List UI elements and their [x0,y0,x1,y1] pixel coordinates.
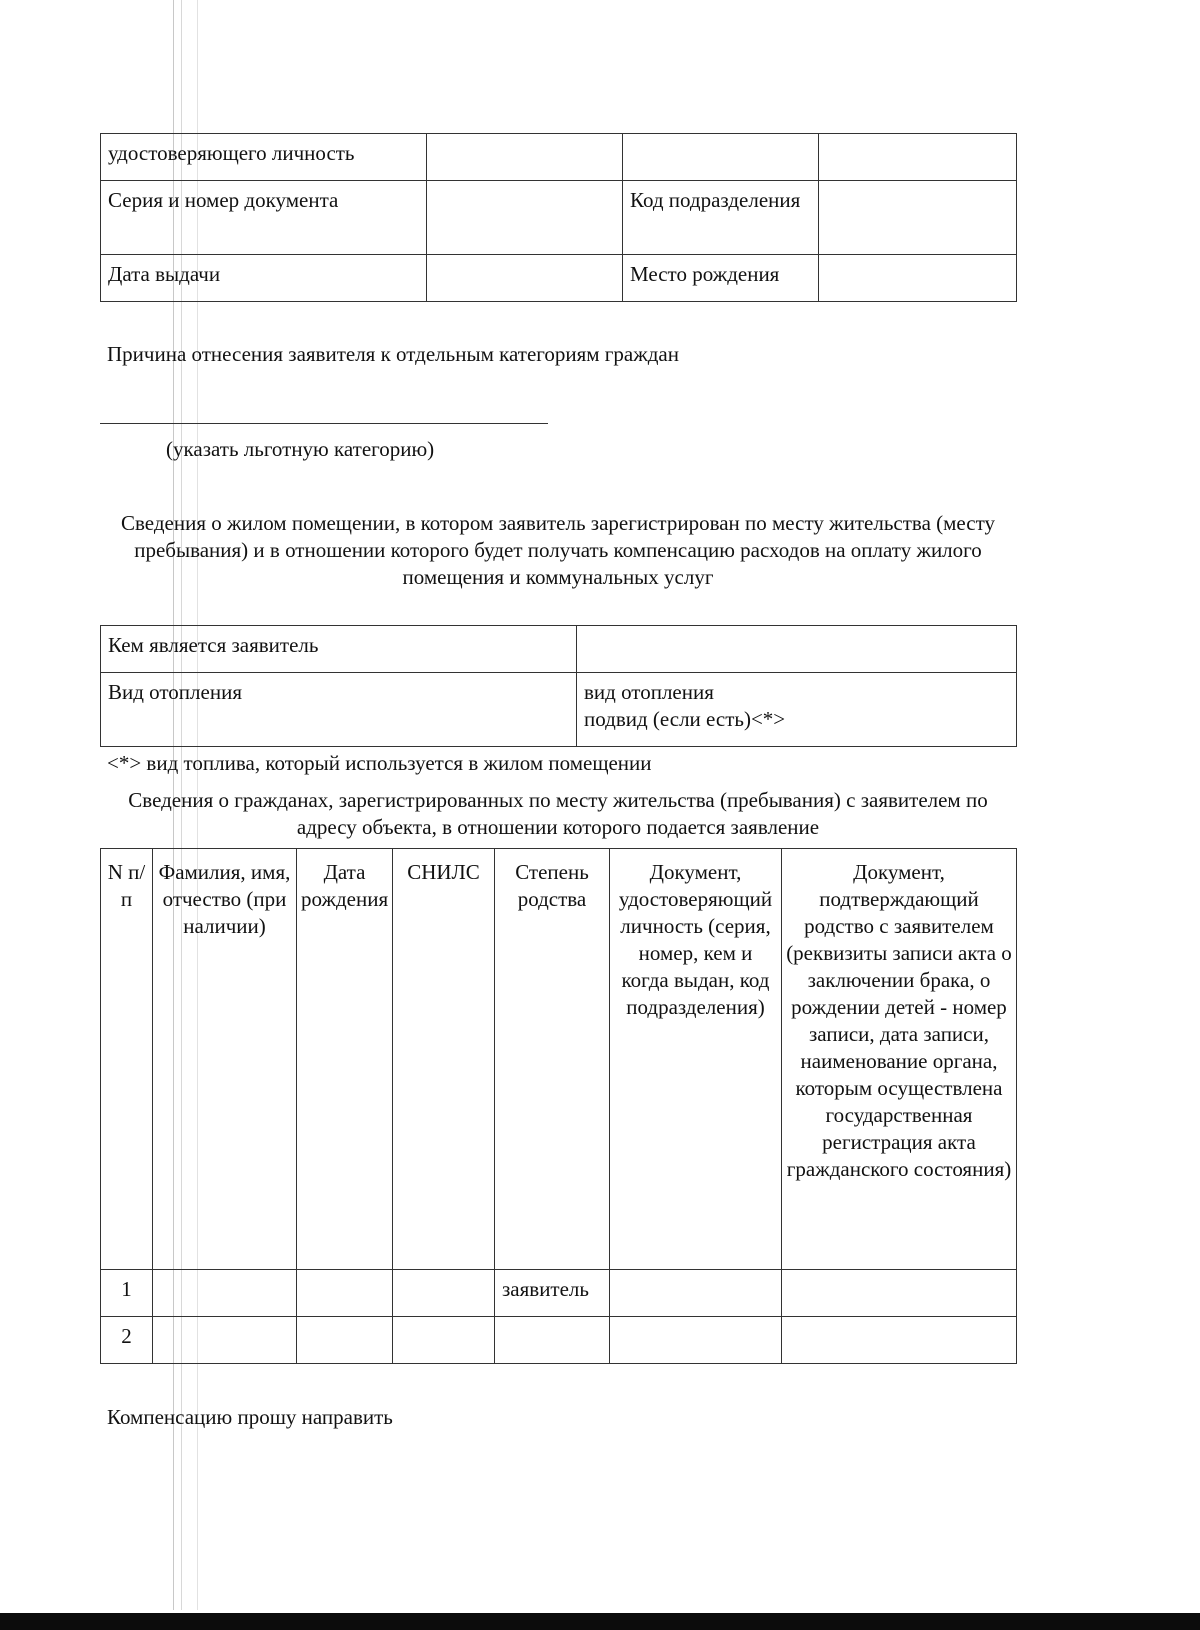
heating-type-line: вид отопления [584,680,714,704]
compensation-label: Компенсацию прошу направить [107,1405,393,1429]
citizens-heading: Сведения о гражданах, зарегистрированных по месту жительства (пребывания) с заявителем по адресу объекта, в отношении которого подается заявление [128,788,988,839]
table-row [101,255,1017,302]
applicant-role-label: Кем является заявитель [101,626,577,673]
table-cell: Дата выдачи [101,255,427,302]
table-cell [782,1270,1017,1317]
scan-bottom-edge [0,1613,1200,1630]
identity-document-table [100,133,1017,302]
table-row [101,1317,1017,1364]
housing-table [100,625,1017,747]
table-cell [623,134,819,181]
table-header-row [101,849,1017,1270]
table-cell: удостоверяющего личность [101,134,427,181]
table-cell: 2 [101,1317,153,1364]
table-cell: Серия и номер документа [101,181,427,255]
table-cell [393,1317,495,1364]
table-cell [153,1270,297,1317]
housing-heading: Сведения о жилом помещении, в котором заявитель зарегистрирован по месту жительства (месту пребывания) и в отношении которого будет получать компенсацию расходов на оплату жилого помещения и коммунальных услуг [121,511,995,589]
column-header: Степень родства [495,849,610,1270]
table-cell: Место рождения [623,255,819,302]
table-cell [297,1317,393,1364]
table-cell [819,134,1017,181]
heating-subtype-line: подвид (если есть)<*> [584,707,786,731]
column-header: Документ, удостоверяющий личность (серия, номер, кем и когда выдан, код подразделения) [610,849,782,1270]
table-cell [153,1317,297,1364]
column-header: Документ, подтверждающий родство с заявителем (реквизиты записи акта о заключении брака, о рождении детей - номер записи, дата записи, наименование органа, которым осуществлена государственная регистрация акта гражданского состояния) [782,849,1017,1270]
table-row [101,181,1017,255]
table-cell [819,255,1017,302]
table-cell [427,181,623,255]
category-label: Причина отнесения заявителя к отдельным категориям граждан [107,342,679,366]
table-cell [297,1270,393,1317]
housing-footnote: <*> вид топлива, который используется в жилом помещении [107,751,652,775]
table-cell: заявитель [495,1270,610,1317]
column-header: СНИЛС [393,849,495,1270]
table-cell [393,1270,495,1317]
column-header: Дата рождения [297,849,393,1270]
table-cell [495,1317,610,1364]
table-cell [782,1317,1017,1364]
table-row [101,1270,1017,1317]
applicant-role-value [577,626,1017,673]
column-header: Фамилия, имя, отчество (при наличии) [153,849,297,1270]
table-row [101,134,1017,181]
table-cell [610,1317,782,1364]
citizens-table [100,848,1017,1364]
table-cell [819,181,1017,255]
category-hint: (указать льготную категорию) [166,437,435,461]
table-cell [427,134,623,181]
column-header: N п/п [101,849,153,1270]
category-input-line [100,423,548,424]
table-cell: Код подразделения [623,181,819,255]
heating-type-value [577,673,1017,747]
heating-type-label: Вид отопления [101,673,577,747]
table-cell [610,1270,782,1317]
table-cell: 1 [101,1270,153,1317]
table-row [101,673,1017,747]
table-row [101,626,1017,673]
table-cell [427,255,623,302]
